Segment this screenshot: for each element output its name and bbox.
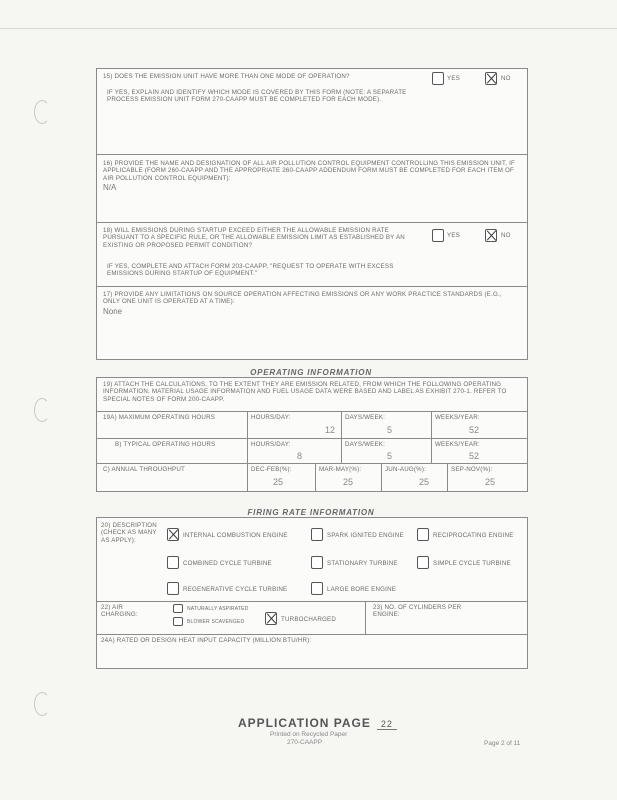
- q18-yes-checkbox[interactable]: [432, 229, 444, 242]
- firing-rate-heading: FIRING RATE INFORMATION: [247, 508, 375, 517]
- typical-hours-label: B) TYPICAL OPERATING HOURS: [115, 441, 216, 448]
- q15-yes-label: YES: [447, 75, 460, 82]
- question-17-answer[interactable]: None: [103, 307, 123, 316]
- question-17-text: 17) PROVIDE ANY LIMITATIONS ON SOURCE OPERATION AFFECTING EMISSIONS OR ANY WORK PRACTICE STANDARDS (E.G., ONLY ONE UNIT IS OPERATED AT A TIME):: [103, 291, 502, 306]
- divider: [97, 438, 527, 439]
- footer-page-number: 22: [377, 719, 397, 730]
- question-16-text: 16) PROVIDE THE NAME AND DESIGNATION OF ALL AIR POLLUTION CONTROL EQUIPMENT CONTROLLING THIS EMISSION UNIT, IF APPLICABLE (FORM 260-CAAPP AND THE APPROPRIATE 260-CAAPP ADDENDUM FORM MUST BE COMPLETED FOR EACH ITEM OF AIR POLLUTION CONTROL EQUIPMENT):: [103, 160, 515, 182]
- naturally-aspirated-checkbox[interactable]: [173, 604, 183, 613]
- blower-scavenged-label: BLOWER SCAVENGED: [187, 619, 245, 625]
- regenerative-cycle-checkbox[interactable]: [167, 582, 179, 595]
- binder-hole-mark: [34, 398, 50, 422]
- divider: [381, 463, 382, 491]
- question-18-note: IF YES, COMPLETE AND ATTACH FORM 203-CAAPP, "REQUEST TO OPERATE WITH EXCESS EMISSIONS DURING STARTUP OF EQUIPMENT.": [107, 263, 394, 278]
- combined-cycle-checkbox[interactable]: [167, 556, 179, 569]
- operating-info-heading: OPERATING INFORMATION: [250, 368, 372, 377]
- spark-ignited-label: SPARK IGNITED ENGINE: [327, 532, 404, 539]
- typ-hours-day-value[interactable]: 8: [297, 451, 303, 461]
- max-weeks-year-label: WEEKS/YEAR:: [435, 414, 480, 421]
- spark-ignited-checkbox[interactable]: [311, 528, 323, 541]
- max-hours-day-value[interactable]: 12: [325, 425, 336, 435]
- annual-throughput-label: C) ANNUAL THROUGHPUT: [103, 466, 186, 473]
- binder-hole-mark: [34, 692, 50, 716]
- question-18-text: 18) WILL EMISSIONS DURING STARTUP EXCEED EITHER THE ALLOWABLE EMISSION RATE PURSUANT TO A SPECIFIC RULE, OR THE ALLOWABLE EMISSION LIMIT AS ESTABLISHED BY AN EXISTING OR PROPOSED PERMIT CONDITION?: [103, 227, 405, 249]
- question-24a-text: 24A) RATED OR DESIGN HEAT INPUT CAPACITY (MILLION BTU/HR):: [101, 637, 312, 644]
- naturally-aspirated-label: NATURALLY ASPIRATED: [187, 606, 249, 612]
- scan-edge-line: [0, 28, 617, 29]
- max-hours-day-label: HOURS/DAY:: [251, 414, 291, 421]
- max-days-week-value[interactable]: 5: [387, 425, 393, 435]
- question-19-text: 19) ATTACH THE CALCULATIONS, TO THE EXTENT THEY ARE EMISSION RELATED, FROM WHICH THE FOLLOWING OPERATING INFORMATION, MATERIAL USAGE INFORMATION AND FUEL USAGE DATA WERE BASED AND LABEL AS EXHIBIT 270-1. REFER TO SPECIAL NOTES OF FORM 200-CAAPP.: [103, 381, 507, 403]
- typ-days-week-label: DAYS/WEEK:: [345, 441, 386, 448]
- divider: [247, 411, 248, 491]
- question-15-box: [96, 68, 528, 156]
- turbocharged-checkbox[interactable]: [265, 612, 277, 625]
- max-weeks-year-value[interactable]: 52: [469, 425, 480, 435]
- operating-info-box: [96, 377, 528, 492]
- form-page: [96, 68, 528, 668]
- footer-page-of: Page 2 of 11: [484, 740, 521, 747]
- stationary-turbine-checkbox[interactable]: [311, 556, 323, 569]
- max-days-week-label: DAYS/WEEK:: [345, 414, 386, 421]
- q2-label: MAR-MAY(%):: [319, 466, 362, 473]
- q15-no-label: NO: [501, 75, 511, 82]
- question-17-box: [96, 286, 528, 360]
- question-16-box: [96, 154, 528, 224]
- typ-hours-day-label: HOURS/DAY:: [251, 441, 291, 448]
- regenerative-cycle-label: REGENERATIVE CYCLE TURBINE: [183, 586, 288, 593]
- internal-combustion-label: INTERNAL COMBUSTION ENGINE: [183, 532, 288, 539]
- question-23-text: 23) NO. OF CYLINDERS PER ENGINE:: [373, 604, 462, 619]
- simple-cycle-checkbox[interactable]: [417, 556, 429, 569]
- large-bore-label: LARGE BORE ENGINE: [327, 586, 397, 593]
- reciprocating-label: RECIPROCATING ENGINE: [433, 532, 514, 539]
- q15-no-checkbox[interactable]: [485, 72, 497, 85]
- divider: [97, 634, 527, 635]
- q15-yes-checkbox[interactable]: [432, 72, 444, 85]
- divider: [97, 411, 527, 412]
- stationary-turbine-label: STATIONARY TURBINE: [327, 560, 398, 567]
- divider: [365, 601, 366, 634]
- blower-scavenged-checkbox[interactable]: [173, 617, 183, 626]
- q18-no-label: NO: [501, 232, 511, 239]
- q18-no-checkbox[interactable]: [485, 229, 497, 242]
- internal-combustion-checkbox[interactable]: [167, 528, 179, 541]
- divider: [447, 463, 448, 491]
- q2-value[interactable]: 25: [343, 477, 354, 487]
- q18-yes-label: YES: [447, 232, 460, 239]
- typ-days-week-value[interactable]: 5: [387, 451, 393, 461]
- firing-rate-box: [96, 517, 528, 669]
- divider: [315, 463, 316, 491]
- footer-form-id: 270-CAAPP: [287, 739, 323, 746]
- typ-weeks-year-label: WEEKS/YEAR:: [435, 441, 480, 448]
- q4-value[interactable]: 25: [485, 477, 496, 487]
- question-20-text: 20) DESCRIPTION (CHECK AS MANY AS APPLY):: [101, 522, 157, 544]
- binder-hole-mark: [34, 100, 50, 124]
- typ-weeks-year-value[interactable]: 52: [469, 451, 480, 461]
- q1-label: DEC-FEB(%):: [251, 466, 292, 473]
- max-hours-label: 19A) MAXIMUM OPERATING HOURS: [103, 414, 216, 421]
- question-15-note: IF YES, EXPLAIN AND IDENTIFY WHICH MODE IS COVERED BY THIS FORM (NOTE: A SEPARATE PROCESS EMISSION UNIT FORM 270-CAAPP MUST BE COMPLETED FOR EACH MODE).: [107, 89, 407, 104]
- question-18-box: [96, 222, 528, 288]
- large-bore-checkbox[interactable]: [311, 582, 323, 595]
- q3-value[interactable]: 25: [419, 477, 430, 487]
- divider: [97, 463, 527, 464]
- question-15-text: 15) DOES THE EMISSION UNIT HAVE MORE THAN ONE MODE OF OPERATION?: [103, 73, 350, 80]
- q3-label: JUN-AUG(%):: [385, 466, 427, 473]
- divider: [97, 601, 527, 602]
- question-22-text: 22) AIR CHARGING:: [101, 604, 138, 619]
- divider: [341, 411, 342, 463]
- reciprocating-checkbox[interactable]: [417, 528, 429, 541]
- q1-value[interactable]: 25: [273, 477, 284, 487]
- q4-label: SEP-NOV(%):: [451, 466, 493, 473]
- footer-title: APPLICATION PAGE 22: [238, 716, 397, 730]
- turbocharged-label: TURBOCHARGED: [281, 616, 336, 623]
- footer-recycled-note: Printed on Recycled Paper: [270, 731, 348, 738]
- question-16-answer[interactable]: N/A: [103, 183, 117, 192]
- combined-cycle-label: COMBINED CYCLE TURBINE: [183, 560, 272, 567]
- divider: [431, 411, 432, 463]
- simple-cycle-label: SIMPLE CYCLE TURBINE: [433, 560, 511, 567]
